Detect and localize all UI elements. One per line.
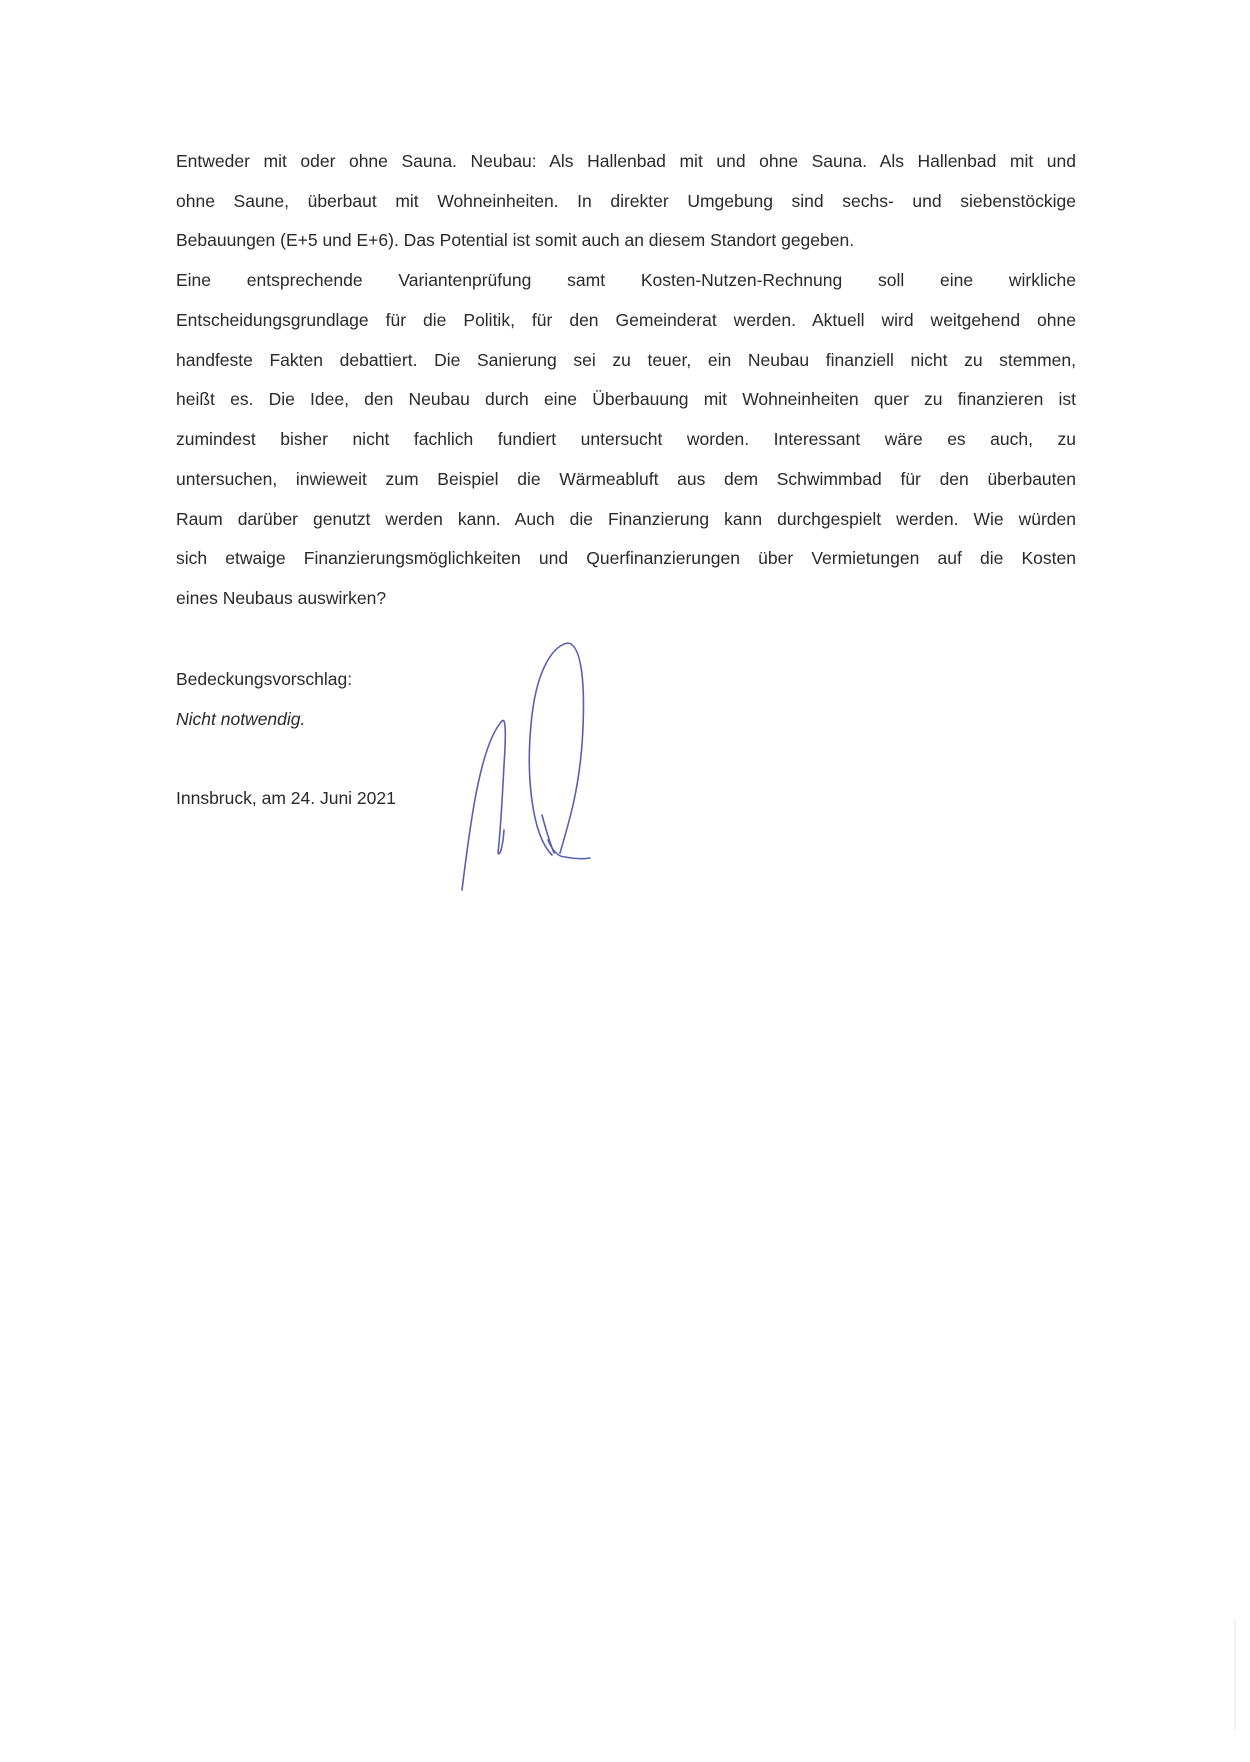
body-line: eines Neubaus auswirken? xyxy=(176,588,387,608)
coverage-label: Bedeckungsvorschlag: xyxy=(176,669,353,689)
body-line: Entweder mit oder ohne Sauna. Neubau: Als Hallenbad mit und ohne Sauna. Als Hallenbad mit und xyxy=(176,151,1076,171)
body-line: Bebauungen (E+5 und E+6). Das Potential ist somit auch an diesem Standort gegeben. xyxy=(176,230,855,250)
body-line: ohne Saune, überbaut mit Wohneinheiten. In direkter Umgebung sind sechs- und siebenstöckige xyxy=(176,191,1076,211)
body-line: sich etwaige Finanzierungsmöglichkeiten und Querfinanzierungen über Vermietungen auf die Kosten xyxy=(176,548,1076,568)
body-line: heißt es. Die Idee, den Neubau durch eine Überbauung mit Wohneinheiten quer zu finanzieren ist xyxy=(176,389,1076,409)
scan-edge xyxy=(1234,1620,1236,1730)
signature xyxy=(440,625,610,915)
body-line: Eine entsprechende Variantenprüfung samt Kosten-Nutzen-Rechnung soll eine wirkliche xyxy=(176,270,1076,290)
body-line: untersuchen, inwieweit zum Beispiel die Wärmeabluft aus dem Schwimmbad für den überbauten xyxy=(176,469,1076,489)
coverage-value: Nicht notwendig. xyxy=(176,709,306,729)
body-line: Raum darüber genutzt werden kann. Auch die Finanzierung kann durchgespielt werden. Wie würden xyxy=(176,509,1076,529)
body-line: Entscheidungsgrundlage für die Politik, für den Gemeinderat werden. Aktuell wird weitgehend ohne xyxy=(176,310,1076,330)
body-line: handfeste Fakten debattiert. Die Sanierung sei zu teuer, ein Neubau finanziell nicht zu stemmen, xyxy=(176,350,1076,370)
body-line: zumindest bisher nicht fachlich fundiert untersucht worden. Interessant wäre es auch, zu xyxy=(176,429,1076,449)
place-date: Innsbruck, am 24. Juni 2021 xyxy=(176,788,396,808)
